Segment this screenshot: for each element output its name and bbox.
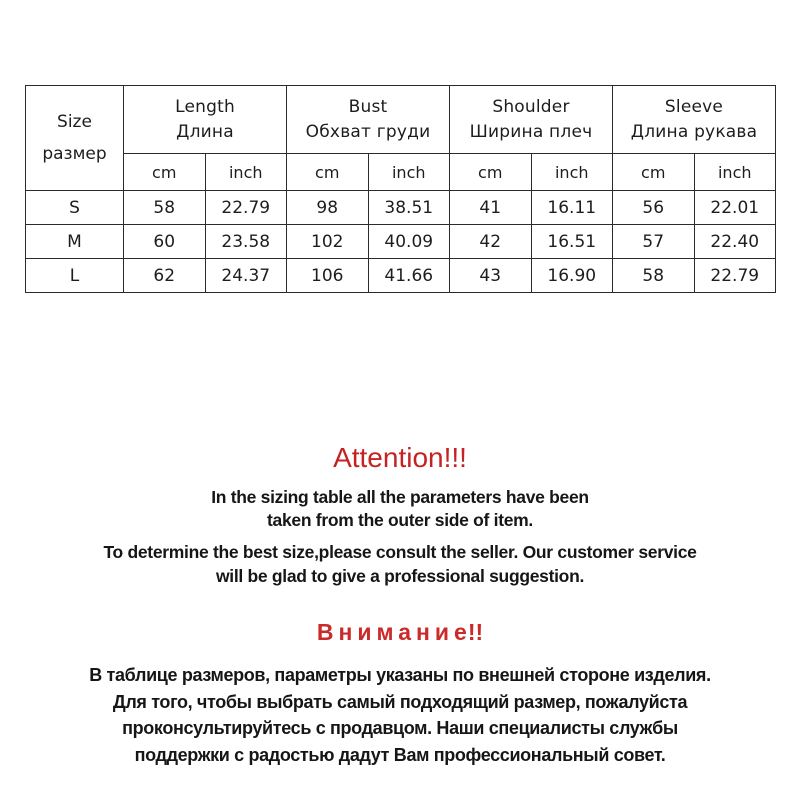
header-cell-length (124, 86, 287, 154)
size-chart-table-container (25, 85, 771, 293)
cell-m-bust-cm: 102 (287, 225, 369, 259)
header-shoulder-en: Shoulder (492, 96, 570, 117)
header-cell-sleeve (613, 86, 776, 154)
cell-size-m: M (26, 225, 124, 259)
cell-m-length-inch: 23.58 (205, 225, 287, 259)
cell-size-s: S (26, 191, 124, 225)
cell-size-l: L (26, 259, 124, 293)
notice-ru-line-4: поддержки с радостью дадут Вам профессиональный совет. (134, 744, 666, 765)
cell-s-length-inch: 22.79 (205, 191, 287, 225)
notice-paragraph-en-2 (0, 541, 800, 588)
header-length-en: Length (175, 96, 235, 117)
header-sleeve-en: Sleeve (664, 96, 724, 117)
attention-heading-ru-bangs: !! (467, 618, 484, 645)
notice-en1-line-2: taken from the outer side of item. (267, 510, 533, 531)
header-size-en: Size (57, 111, 92, 132)
header-size-ru: размер (42, 144, 107, 164)
attention-heading-ru-word: Внимание (316, 618, 472, 645)
notice-ru-line-3: проконсультируйтесь с продавцом. Наши специалисты службы (122, 718, 678, 739)
table-row (26, 259, 776, 293)
cell-l-bust-cm: 106 (287, 259, 369, 293)
cell-s-shoulder-inch: 16.11 (531, 191, 613, 225)
notice-paragraph-en-1 (0, 486, 800, 533)
header-cell-shoulder (450, 86, 613, 154)
unit-cell-shoulder-cm: cm (450, 154, 532, 191)
unit-cell-sleeve-inch: inch (694, 154, 776, 191)
cell-s-shoulder-cm: 41 (450, 191, 532, 225)
cell-m-bust-inch: 40.09 (368, 225, 450, 259)
notice-en2-line-2: will be glad to give a professional suggestion. (215, 565, 585, 586)
unit-cell-length-cm: cm (124, 154, 206, 191)
table-header-row-units (26, 154, 776, 191)
notice-en1-line-1: In the sizing table all the parameters have been (211, 486, 589, 507)
header-cell-size (26, 86, 124, 191)
header-shoulder-ru: Ширина плеч (469, 121, 593, 142)
cell-s-sleeve-inch: 22.01 (694, 191, 776, 225)
cell-m-sleeve-inch: 22.40 (694, 225, 776, 259)
header-cell-bust (287, 86, 450, 154)
cell-l-length-inch: 24.37 (205, 259, 287, 293)
cell-l-sleeve-inch: 22.79 (694, 259, 776, 293)
notice-ru-line-2: Для того, чтобы выбрать самый подходящий размер, пожалуйста (112, 691, 688, 712)
cell-m-length-cm: 60 (124, 225, 206, 259)
cell-m-shoulder-cm: 42 (450, 225, 532, 259)
cell-l-bust-inch: 41.66 (368, 259, 450, 293)
unit-cell-length-inch: inch (205, 154, 287, 191)
cell-m-shoulder-inch: 16.51 (531, 225, 613, 259)
header-sleeve-ru: Длина рукава (630, 121, 758, 142)
cell-l-sleeve-cm: 58 (613, 259, 695, 293)
attention-heading-ru (0, 620, 800, 645)
cell-l-shoulder-inch: 16.90 (531, 259, 613, 293)
size-chart-table (25, 85, 776, 293)
table-row (26, 191, 776, 225)
cell-l-shoulder-cm: 43 (450, 259, 532, 293)
unit-cell-sleeve-cm: cm (613, 154, 695, 191)
cell-s-length-cm: 58 (124, 191, 206, 225)
cell-s-bust-cm: 98 (287, 191, 369, 225)
unit-cell-bust-cm: cm (287, 154, 369, 191)
unit-cell-shoulder-inch: inch (531, 154, 613, 191)
header-bust-en: Bust (348, 96, 388, 117)
cell-m-sleeve-cm: 57 (613, 225, 695, 259)
table-row (26, 225, 776, 259)
table-header-row-groups (26, 86, 776, 154)
notice-paragraph-ru (0, 662, 800, 768)
unit-cell-bust-inch: inch (368, 154, 450, 191)
cell-s-bust-inch: 38.51 (368, 191, 450, 225)
notice-ru-line-1: В таблице размеров, параметры указаны по внешней стороне изделия. (89, 665, 711, 686)
header-length-ru: Длина (176, 121, 234, 142)
cell-s-sleeve-cm: 56 (613, 191, 695, 225)
cell-l-length-cm: 62 (124, 259, 206, 293)
notice-block (0, 443, 800, 768)
header-bust-ru: Обхват груди (305, 121, 431, 142)
attention-heading-en: Attention!!! (333, 442, 467, 473)
notice-en2-line-1: To determine the best size,please consult the seller. Our customer service (103, 542, 697, 563)
